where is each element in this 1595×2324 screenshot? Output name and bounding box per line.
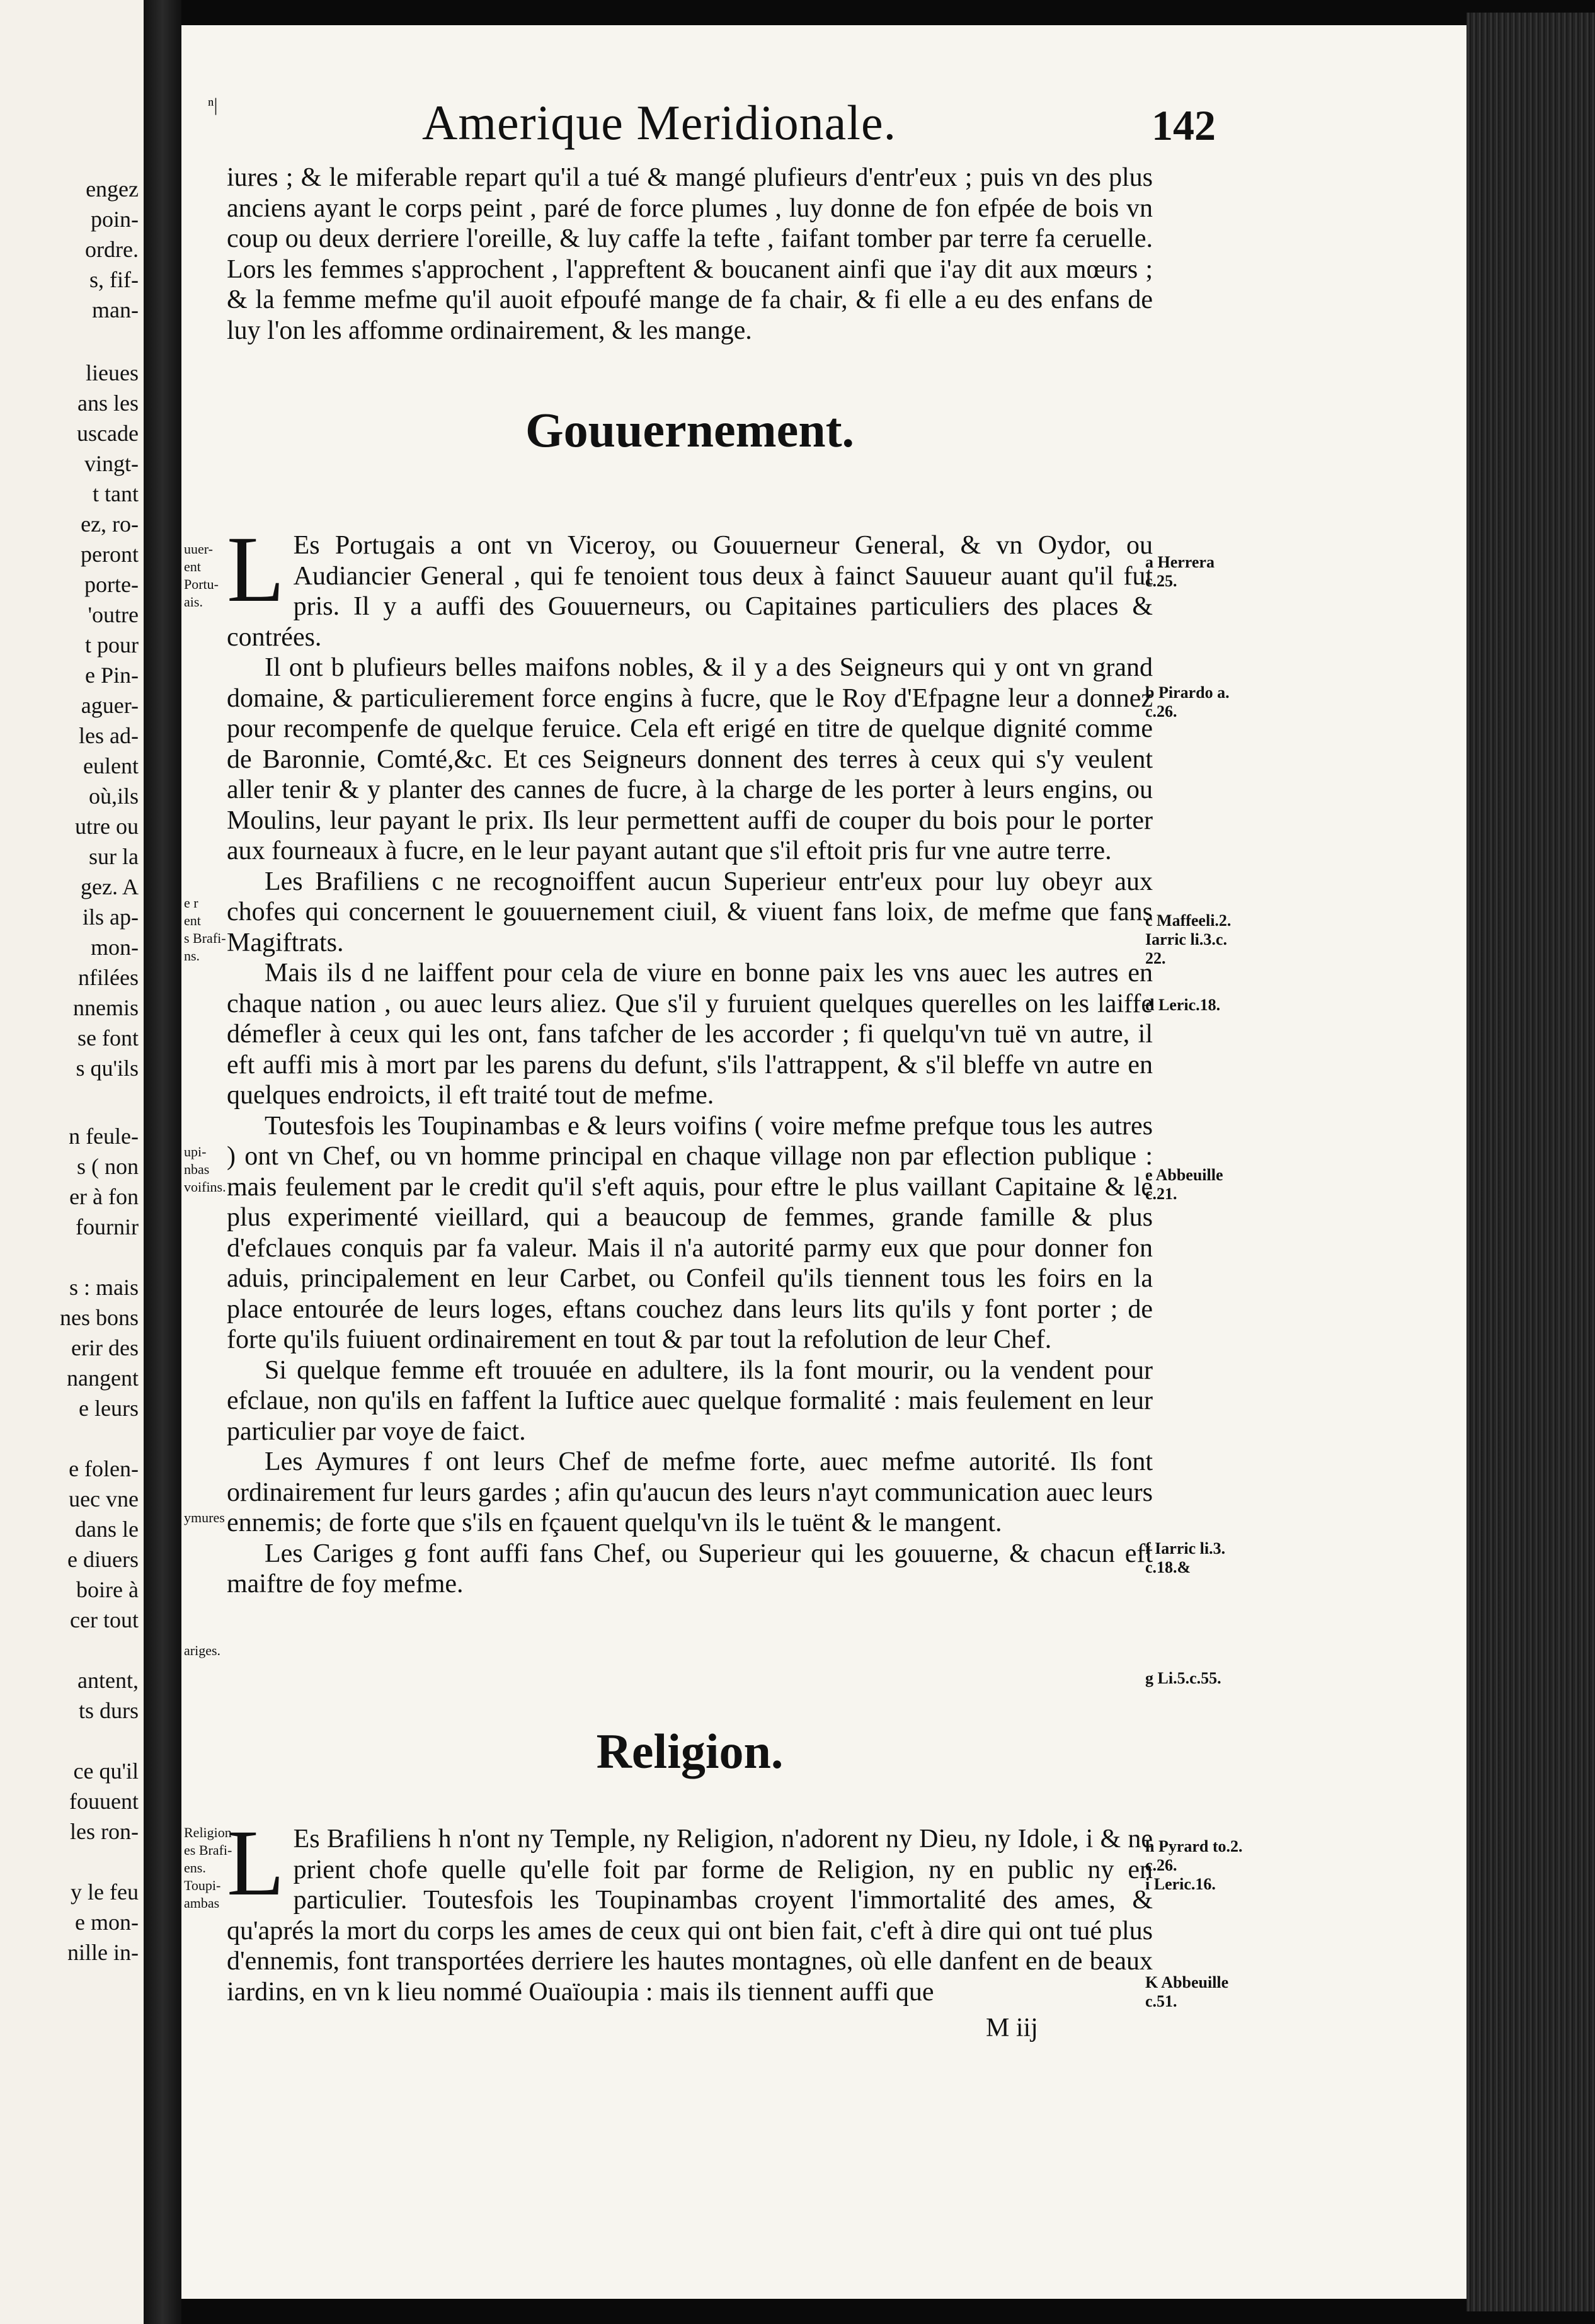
facing-page-line: gez. A xyxy=(81,874,139,899)
facing-page-line: 'outre xyxy=(88,602,139,627)
facing-page-line: mon- xyxy=(91,935,139,960)
margin-note-right: b Pirardo a. c.26. xyxy=(1145,683,1230,721)
gouuernement-paragraph-6: Si quelque femme eft trouuée en adultere, ils la font mourir, ou la vendent pour efclaue, non qu'ils en faffent la Iuftice auec quelque formalité : mais feulement en leur particulier par voye de faict. xyxy=(227,1355,1153,1446)
facing-page-line: les ron- xyxy=(70,1819,139,1844)
gouuernement-paragraph-5: Toutesfois les Toupinambas e & leurs voifins ( voire mefme prefque tous les autres ) ont vn Chef, ou vn homme principal en chaque village non par eflection publique : mais feulement par le credit qu'il s'eft aquis, pour eftre le plus vaillant Capitaine & le plus experimenté vieillard, qui a beaucoup de femmes, grande famille & plus d'efclaues conquis par fa valeur. Mais il n'a autorité parmy eux que pour donner fon aduis, principalement en leur Carbet, ou Confeil qu'ils tiennent tous les foirs en la place entourée de leurs loges, eftans couchez dans leurs lits qu'ils y font porter ; de forte qu'ils fuiuent ordinairement en tout & par tout la refolution de leur Chef. xyxy=(227,1111,1153,1354)
facing-page-line: ez, ro- xyxy=(81,511,139,537)
intro-text: iures ; & le miferable repart qu'il a tué & mangé plufieurs d'entr'eux ; puis vn des plus anciens ayant le corps peint , paré de force plumes , luy donne de fon efpée de bois vn coup ou deux derriere l'oreille, & luy caffe la tefte , faifant tomber par terre fa ceruelle. Lors les femmes s'approchent , l'appreftent & boucanent ainfi que i'ay dit aux mœurs ; & la femme mefme qu'il auoit efpoufé mange de fa chair, & fi elle a eu des enfans de luy l'on les affomme ordinairement, & les mange. xyxy=(227,163,1153,345)
facing-page-line: e leurs xyxy=(79,1396,139,1421)
facing-page-line: n feule- xyxy=(69,1124,139,1149)
margin-note-left: ymures xyxy=(184,1510,225,1525)
facing-page-line: y le feu xyxy=(71,1879,139,1905)
facing-page-line: boire à xyxy=(76,1577,139,1602)
facing-page-line: engez xyxy=(86,176,139,202)
margin-note-right: K Abbeuille c.51. xyxy=(1145,1973,1229,2010)
margin-note-left: e r ent s Brafi- ns. xyxy=(184,895,226,964)
facing-page-line: uscade xyxy=(77,421,139,446)
facing-page-line: sur la xyxy=(89,844,139,869)
facing-page-line: man- xyxy=(92,297,139,322)
printer-mark: ⁿ| xyxy=(208,94,218,115)
margin-note-right: f Iarric li.3. c.18.& xyxy=(1145,1539,1226,1576)
facing-page-line: ordre. xyxy=(85,237,139,262)
drop-cap: L xyxy=(227,517,285,622)
facing-page-line: utre ou xyxy=(75,814,139,839)
margin-note-left: upi- nbas voifins. xyxy=(184,1144,226,1195)
facing-page-line: nes bons xyxy=(60,1305,139,1330)
facing-page-line: antent, xyxy=(77,1668,139,1693)
facing-page-line: nangent xyxy=(67,1365,139,1391)
drop-cap: L xyxy=(227,1811,285,1915)
facing-page-line: e Pin- xyxy=(85,663,139,688)
gouuernement-paragraph-2: Il ont b plufieurs belles maifons nobles, & il y a des Seigneurs qui y ont vn grand domaine, & particulierement force engins à fucre, que le Roy d'Efpagne leur a donnez pour recompenfe de quelque feruice. Cela eft erigé en titre de quelque dignité comme de Baronnie, Comté,&c. Et ces Seigneurs donnent des terres à ceux qui s'y veulent aller tenir & y planter des cannes de fucre, à la charge de les porter à leurs engins, ou Moulins, leur payant le prix. Ils leur permettent auffi de couper du bois pour le porter aux fourneaux à fucre, en le leur payant autant que s'il eftoit pris fur vne autre terre. xyxy=(227,653,1153,865)
facing-page-line: nille in- xyxy=(67,1940,139,1965)
gouuernement-paragraph-8: Les Cariges g font auffi fans Chef, ou Superieur qui les gouuerne, & chacun eft maiftre de foy mefme. xyxy=(227,1539,1153,1598)
facing-page-line: fournir xyxy=(76,1214,139,1239)
margin-note-left: Religion es Brafi- ens. Toupi- ambas xyxy=(184,1825,232,1911)
facing-page-line: e mon- xyxy=(75,1910,139,1935)
facing-page-line: s ( non xyxy=(77,1154,139,1179)
facing-page-line: er à fon xyxy=(69,1184,139,1209)
signature-mark: M iij xyxy=(986,2014,1038,2042)
running-header xyxy=(233,94,1216,164)
margin-note-right: c Maffeeli.2. Iarric li.3.c. 22. xyxy=(1145,911,1232,967)
facing-page-line: ils ap- xyxy=(83,904,139,930)
page-edges xyxy=(1466,13,1595,2311)
facing-page-line: se font xyxy=(77,1025,139,1051)
facing-page-line: s : mais xyxy=(69,1275,139,1300)
facing-page-line: t pour xyxy=(85,632,139,658)
religion-body xyxy=(227,1811,1153,2007)
facing-page-line: où,ils xyxy=(88,783,139,809)
facing-page-line: les ad- xyxy=(79,723,139,748)
facing-page-line: erir des xyxy=(71,1335,139,1360)
margin-note-left: ariges. xyxy=(184,1643,221,1658)
facing-page-line: nfilées xyxy=(78,965,139,990)
facing-page-line: nnemis xyxy=(73,995,139,1020)
facing-page-line: peront xyxy=(81,542,139,567)
running-title: Amerique Meridionale. xyxy=(422,95,897,150)
margin-note-right: d Leric.18. xyxy=(1145,996,1221,1014)
page-number: 142 xyxy=(1152,101,1216,149)
facing-page-line: cer tout xyxy=(70,1607,139,1632)
facing-page-line: ans les xyxy=(77,390,139,416)
gouuernement-paragraph-1: L Es Portugais a ont vn Viceroy, ou Gouuerneur General, & vn Oydor, ou Audiancier General , qui fe tenoient tous deux à fainct Sauueur auant qu'il fut pris. Il y a auffi des Gouuerneurs, ou Capitaines particuliers des places & contrées. xyxy=(227,517,1153,652)
facing-page-line: ts durs xyxy=(78,1698,139,1723)
section-title-gouuernement: Gouuernement. xyxy=(525,402,855,457)
gouuernement-paragraph-3: Les Brafiliens c ne recognoiffent aucun Superieur entr'eux pour luy obeyr aux chofes qui concernent le gouuernement ciuil, & viuent fans loix, de mefme que fans Magiftrats. xyxy=(227,867,1153,957)
facing-page-line: uec vne xyxy=(69,1486,139,1512)
gouuernement-paragraph-7: Les Aymures f ont leurs Chef de mefme forte, auec mefme autorité. Ils font ordinairement fur leurs gardes ; afin qu'aucun des leurs n'ayt communication auec leurs ennemis; de forte que s'ils en fçauent quelqu'vn ils le tuënt & le mangent. xyxy=(227,1447,1153,1537)
facing-page-line: s, fif- xyxy=(89,267,139,292)
margin-note-right: e Abbeuille c.21. xyxy=(1145,1166,1223,1203)
gouuernement-body xyxy=(227,517,1153,1600)
facing-page-line: e folen- xyxy=(69,1456,139,1481)
facing-page-line: fouuent xyxy=(69,1789,139,1814)
facing-page-line: poin- xyxy=(91,207,139,232)
facing-page-line: ce qu'il xyxy=(73,1758,139,1784)
book-gutter xyxy=(144,0,181,2324)
facing-page-line: lieues xyxy=(86,360,139,385)
facing-page-line: dans le xyxy=(75,1517,139,1542)
gouuernement-paragraph-4: Mais ils d ne laiffent pour cela de viure en bonne paix les vns auec les autres en chaque nation , ou auec leurs aliez. Que s'il y furuient quelques querelles on les laiffe démefler à ceux qui les ont, fans tafcher de les accorder ; fi quelqu'vn tuë vn autre, il eft auffi mis à mort par les parens du defunt, s'ils l'attrappent, & s'il bleffe vn autre en quelques endroicts, il eft traité tout de mefme. xyxy=(227,959,1153,1110)
margin-note-right: g Li.5.c.55. xyxy=(1145,1669,1221,1687)
facing-page-line: e diuers xyxy=(67,1547,139,1572)
facing-page-line: aguer- xyxy=(81,693,139,718)
margin-note-left: uuer- ent Portu- ais. xyxy=(184,541,219,610)
religion-paragraph: L Es Brafiliens h n'ont ny Temple, ny Religion, n'adorent ny Dieu, ny Idole, i & ne prient chofe quelle qu'elle foit par forme de Religion, ny en public ny en particulier. Toutesfois les Toupinambas croyent l'immortalité des ames, & qu'aprés la mort du corps les ames de ceux qui ont bien fait, c'eft à dire qui ont tué plus d'ennemis, font transportées derriere les hautes montagnes, où elle danfent en de beaux iardins, en vn k lieu nommé Ouaïoupia : mais ils tiennent auffi que xyxy=(227,1811,1153,2007)
margin-note-right: h Pyrard to.2. c.26. i Leric.16. xyxy=(1145,1837,1243,1893)
margin-note-right: a Herrera c.25. xyxy=(1145,553,1215,590)
section-title-religion: Religion. xyxy=(596,1724,784,1779)
facing-page-fragment xyxy=(0,0,144,2324)
intro-paragraph xyxy=(227,162,1153,346)
facing-page-line: t tant xyxy=(93,481,139,506)
facing-page-line: s qu'ils xyxy=(76,1056,139,1081)
facing-page-line: vingt- xyxy=(84,451,139,476)
facing-page-line: porte- xyxy=(84,572,139,597)
facing-page-line: eulent xyxy=(83,753,139,778)
